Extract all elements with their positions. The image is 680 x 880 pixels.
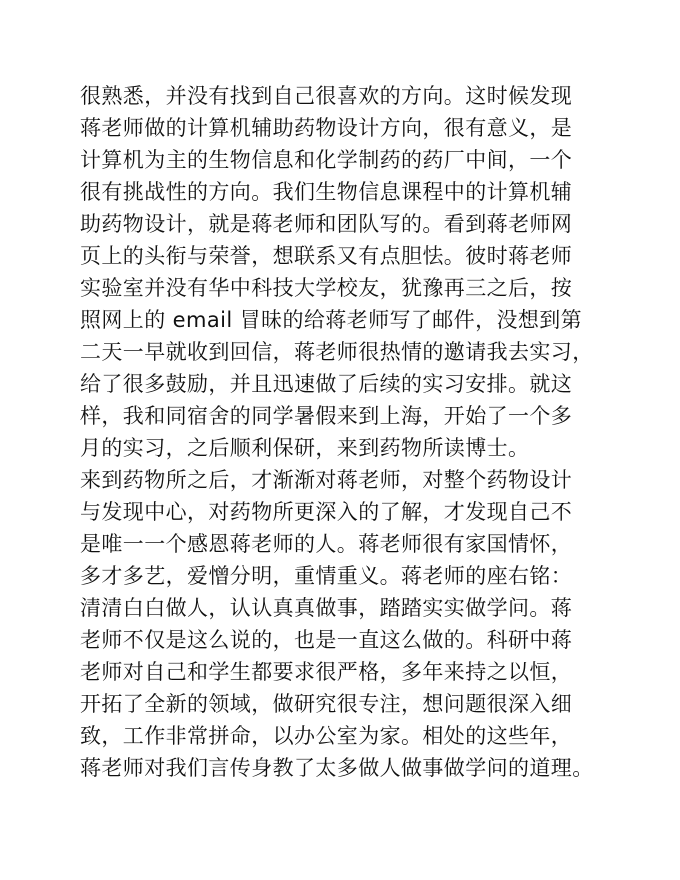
text-line: 老师不仅是这么说的，也是一直这么做的。科研中蒋 [80, 628, 573, 652]
text-line: 页上的头衔与荣誉，想联系又有点胆怯。彼时蒋老师 [80, 244, 573, 268]
text-line: 助药物设计，就是蒋老师和团队写的。看到蒋老师网 [80, 212, 573, 236]
text-line: 很熟悉，并没有找到自己很喜欢的方向。这时候发现 [80, 84, 573, 108]
text-line: 月的实习，之后顺利保研，来到药物所读博士。 [80, 436, 530, 460]
text-line: 致，工作非常拼命，以办公室为家。相处的这些年， [80, 724, 573, 748]
text-line: 样，我和同宿舍的同学暑假来到上海，开始了一个多 [80, 404, 573, 428]
text-line: 蒋老师对我们言传身教了太多做人做事做学问的道理。 [80, 756, 594, 780]
text-line: 老师对自己和学生都要求很严格，多年来持之以恒， [80, 660, 573, 684]
paragraph-mentor-tribute [80, 464, 620, 784]
text-line: 计算机为主的生物信息和化学制药的药厂中间，一个 [80, 148, 573, 172]
text-line: 开拓了全新的领域，做研究很专注，想问题很深入细 [80, 692, 573, 716]
text-line: 蒋老师做的计算机辅助药物设计方向，很有意义，是 [80, 116, 573, 140]
text-line: 清清白白做人，认认真真做事，踏踏实实做学问。蒋 [80, 596, 573, 620]
paragraph-internship-story [80, 80, 620, 464]
text-line: 来到药物所之后，才渐渐对蒋老师，对整个药物设计 [80, 468, 573, 492]
text-line: 多才多艺，爱憎分明，重情重义。蒋老师的座右铭： [80, 564, 573, 588]
text-line: 实验室并没有华中科技大学校友，犹豫再三之后，按 [80, 276, 573, 300]
text-line: 二天一早就收到回信，蒋老师很热情的邀请我去实习， [80, 340, 594, 364]
text-line: 很有挑战性的方向。我们生物信息课程中的计算机辅 [80, 180, 573, 204]
text-line: 照网上的 email 冒昧的给蒋老师写了邮件，没想到第 [80, 308, 583, 332]
text-line: 给了很多鼓励，并且迅速做了后续的实习安排。就这 [80, 372, 573, 396]
text-line: 是唯一一个感恩蒋老师的人。蒋老师很有家国情怀， [80, 532, 573, 556]
text-line: 与发现中心，对药物所更深入的了解，才发现自己不 [80, 500, 573, 524]
